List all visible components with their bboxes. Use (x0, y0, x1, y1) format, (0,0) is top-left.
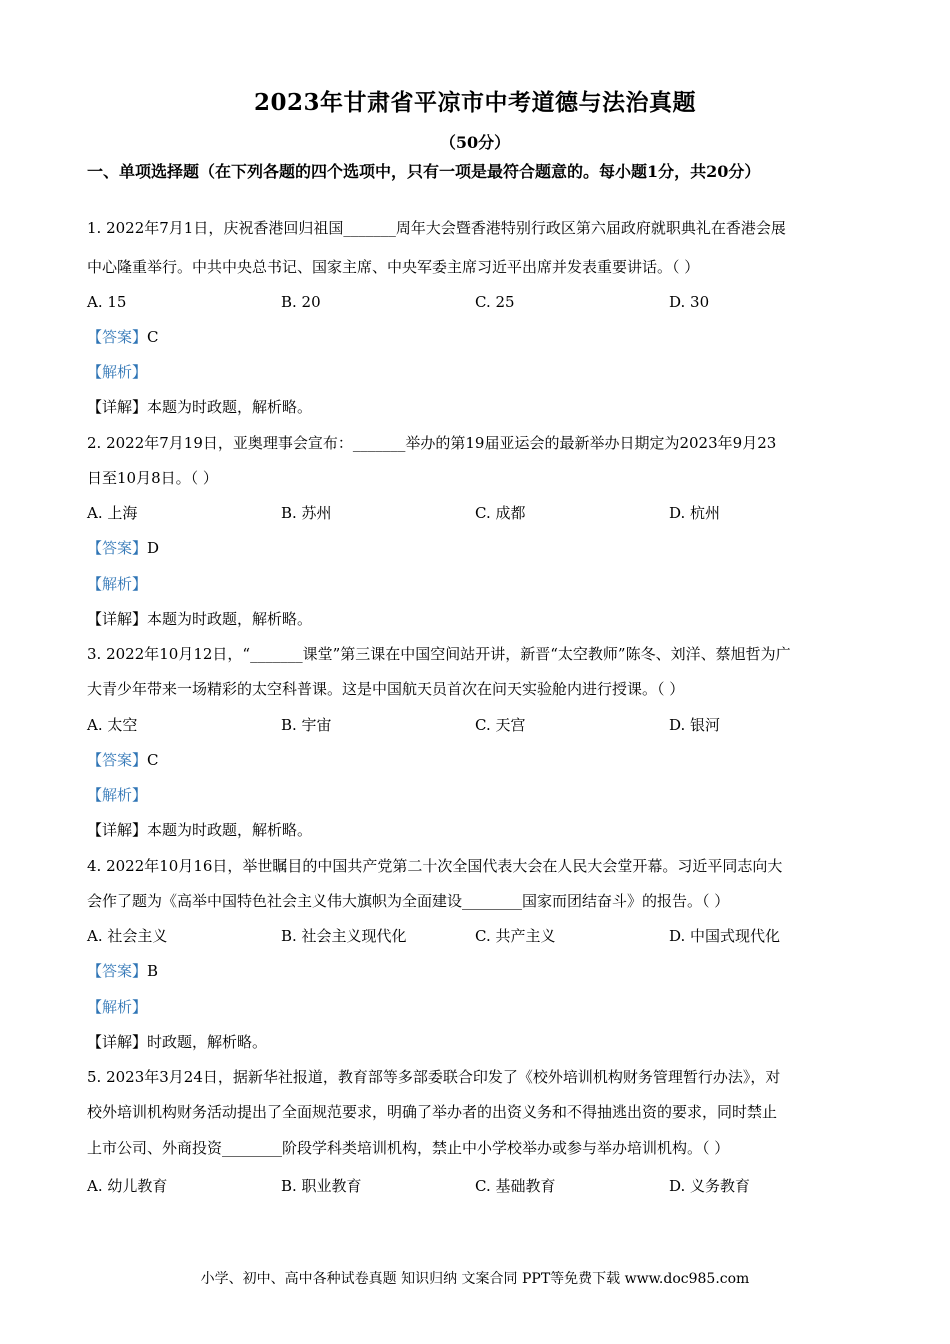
question-1-option-c: C. 25 (475, 293, 515, 311)
question-5-option-b: B. 职业教育 (281, 1177, 362, 1195)
question-3-analysis-tag: 【解析】 (87, 786, 148, 804)
question-1-answer (87, 326, 159, 348)
question-4-line-1: 4. 2022年10月16日，举世瞩目的中国共产党第二十次全国代表大会在人民大会堂开幕。习近平同志向大 (87, 857, 783, 875)
question-3-option-c: C. 天宫 (475, 716, 526, 734)
question-2-line-2: 日至10月8日。（ ） (87, 469, 218, 487)
question-2-option-a: A. 上海 (87, 504, 138, 522)
question-2-line-1: 2. 2022年7月19日，亚奥理事会宣布：_______举办的第19届亚运会的最新举办日期定为2023年9月23 (87, 434, 777, 452)
question-3-line-2: 大青少年带来一场精彩的太空科普课。这是中国航天员首次在问天实验舱内进行授课。（ ） (87, 680, 685, 698)
question-3-line-1: 3. 2022年10月12日，“_______课堂”第三课在中国空间站开讲，新晋“太空教师”陈冬、刘洋、蔡旭哲为广 (87, 645, 791, 663)
question-1-detail: 【详解】本题为时政题，解析略。 (87, 398, 313, 416)
answer-value: D (147, 539, 160, 557)
question-5-option-d: D. 义务教育 (669, 1177, 751, 1195)
question-1-line-1: 1. 2022年7月1日，庆祝香港回归祖国_______周年大会暨香港特别行政区第六届政府就职典礼在香港会展 (87, 219, 786, 237)
answer-value: B (147, 962, 159, 980)
question-3-option-d: D. 银河 (669, 716, 721, 734)
question-1-option-d: D. 30 (669, 293, 710, 311)
question-5-option-a: A. 幼儿教育 (87, 1177, 168, 1195)
question-2-option-d: D. 杭州 (669, 504, 721, 522)
question-5-line-1: 5. 2023年3月24日，据新华社报道，教育部等多部委联合印发了《校外培训机构财务管理暂行办法》，对 (87, 1068, 781, 1086)
question-1-line-2: 中心隆重举行。中共中央总书记、国家主席、中央军委主席习近平出席并发表重要讲话。（ ） (87, 258, 700, 276)
question-3-detail: 【详解】本题为时政题，解析略。 (87, 821, 313, 839)
question-2-option-c: C. 成都 (475, 504, 526, 522)
question-2-answer (87, 537, 159, 559)
question-3-answer (87, 749, 159, 771)
question-4-option-a: A. 社会主义 (87, 927, 168, 945)
question-5-line-3: 上市公司、外商投资________阶段学科类培训机构，禁止中小学校举办或参与举办培训机构。（ ） (87, 1139, 730, 1157)
section-heading: 一、单项选择题（在下列各题的四个选项中，只有一项是最符合题意的。每小题1分，共20分） (87, 162, 761, 181)
question-2-detail: 【详解】本题为时政题，解析略。 (87, 610, 313, 628)
question-5-option-c: C. 基础教育 (475, 1177, 556, 1195)
answer-tag: 【答案】 (87, 328, 148, 346)
question-5-line-2: 校外培训机构财务活动提出了全面规范要求，明确了举办者的出资义务和不得抽逃出资的要求，同时禁止 (87, 1103, 778, 1121)
question-3-option-a: A. 太空 (87, 716, 138, 734)
page-footer: 小学、初中、高中各种试卷真题 知识归纳 文案合同 PPT等免费下载 www.doc985.com (200, 1271, 750, 1287)
question-1-analysis-tag: 【解析】 (87, 363, 148, 381)
question-1-option-b: B. 20 (281, 293, 321, 311)
question-4-option-d: D. 中国式现代化 (669, 927, 781, 945)
total-score: （50分） (439, 133, 511, 152)
question-4-line-2: 会作了题为《高举中国特色社会主义伟大旗帜为全面建设________国家而团结奋斗》的报告。（ ） (87, 892, 730, 910)
answer-tag: 【答案】 (87, 539, 148, 557)
question-2-analysis-tag: 【解析】 (87, 575, 148, 593)
question-4-option-b: B. 社会主义现代化 (281, 927, 407, 945)
answer-tag: 【答案】 (87, 962, 148, 980)
page-title: 2023年甘肃省平凉市中考道德与法治真题 (253, 89, 696, 116)
question-4-analysis-tag: 【解析】 (87, 998, 148, 1016)
question-4-option-c: C. 共产主义 (475, 927, 556, 945)
answer-tag: 【答案】 (87, 751, 148, 769)
question-2-option-b: B. 苏州 (281, 504, 332, 522)
answer-value: C (147, 751, 159, 769)
question-4-answer (87, 960, 158, 982)
question-4-detail: 【详解】时政题，解析略。 (87, 1033, 268, 1051)
answer-value: C (147, 328, 159, 346)
question-1-option-a: A. 15 (87, 293, 127, 311)
question-3-option-b: B. 宇宙 (281, 716, 332, 734)
